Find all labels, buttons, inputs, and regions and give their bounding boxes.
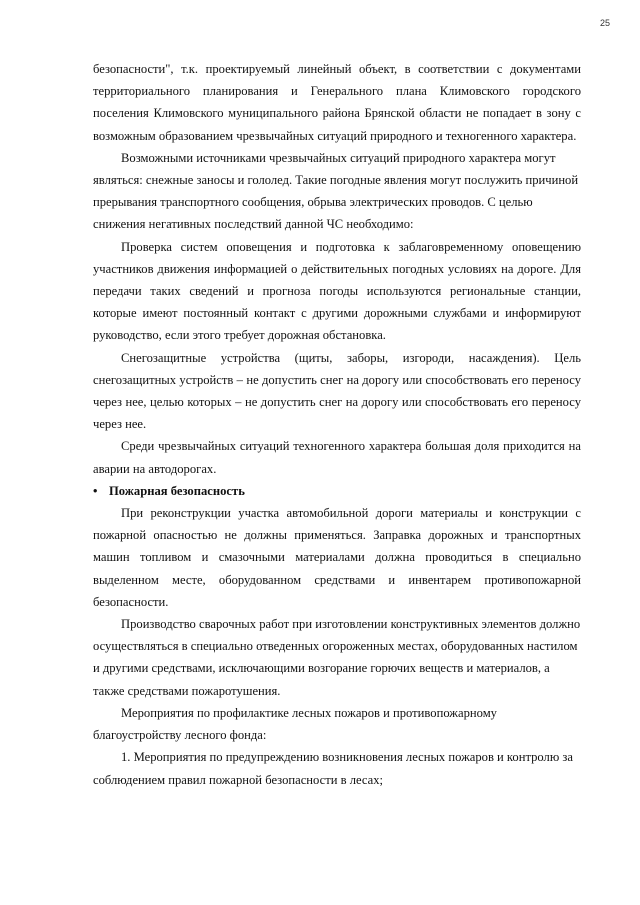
bullet-icon: • [93, 483, 98, 498]
paragraph-continuation: безопасности", т.к. проектируемый линейный объект, в соответствии с документами территориального планирования и Генерального плана Климовского городского поселения Климовского муниципального района Брянской области не попадает в зону с возможным образованием чрезвычайных ситуаций природного и техногенного характера. [93, 62, 581, 143]
paragraph-welding-works: Производство сварочных работ при изготовлении конструктивных элементов должно осуществляться в специально отведенных огороженных местах, оборудованных настилом и другими средствами, исключающими возгорание горючих веществ и материалов, а также средствами пожаротушения. [93, 617, 581, 698]
page-number: 25 [599, 18, 610, 28]
paragraph-warning-systems: Проверка систем оповещения и подготовка к заблаговременному оповещению участников движения информацией о действительных погодных условиях на дороге. Для передачи таких сведений и прогноза погоды используются региональные станции, которые имеют постоянный контакт с другими дорожными службами и информируют руководство, если этого требует дорожная обстановка. [93, 239, 581, 343]
paragraph-reconstruction-materials: При реконструкции участка автомобильной дороги материалы и конструкции с пожарной опасностью не должны применяться. Заправка дорожных и транспортных машин топливом и смазочными материалами должна проводиться в специально выделенном месте, оборудованном средствами и инвентарем противопожарной безопасности. [93, 506, 581, 609]
section-heading-text: Пожарная безопасность [109, 483, 245, 498]
document-body [93, 58, 581, 791]
paragraph-natural-sources: Возможными источниками чрезвычайных ситуаций природного характера могут являться: снежные заносы и гололед. Такие погодные явления могут послужить причиной прерывания транспортного сообщения, обрыва электрических проводов. С целью снижения негативных последствий данной ЧС необходимо: [93, 150, 579, 232]
paragraph-technogenic: Среди чрезвычайных ситуаций техногенного характера большая доля приходится на аварии на автодорогах. [93, 439, 581, 476]
section-heading-fire-safety [93, 480, 581, 502]
paragraph-snow-protection: Снегозащитные устройства (щиты, заборы, изгороди, насаждения). Цель снегозащитных устройств – не допустить снег на дорогу или способствовать его переносу через нее, целью которых – не допустить снег на дорогу или способствовать его переносу через нее. [93, 350, 581, 432]
paragraph-list-item-1: 1. Мероприятия по предупреждению возникновения лесных пожаров и контролю за соблюдением правил пожарной безопасности в лесах; [93, 750, 573, 787]
paragraph-forest-fire-measures: Мероприятия по профилактике лесных пожаров и противопожарному благоустройству лесного фонда: [93, 705, 497, 743]
